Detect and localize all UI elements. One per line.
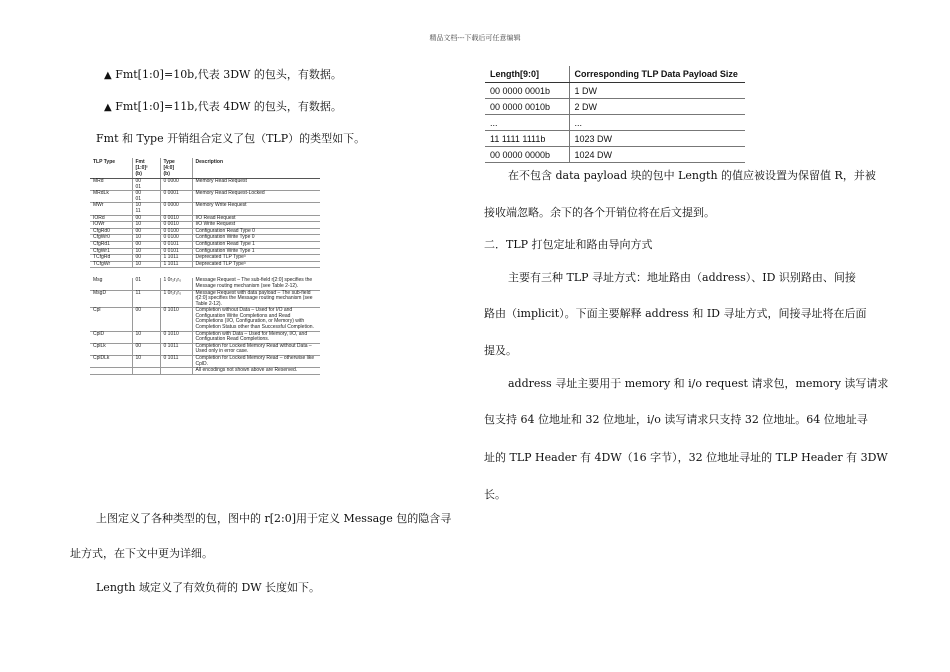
paragraph-3b: 包支持 64 位地址和 32 位地址，i/o 读写请求只支持 32 位地址。64 位地址寻 — [484, 413, 868, 426]
table-cell: 1023 DW — [569, 131, 745, 147]
table-cell — [160, 368, 192, 375]
table-cell: 0 1010 — [160, 308, 192, 331]
tlp-table-header-cell: Fmt [1:0]² (b) — [132, 158, 160, 179]
bullet-1 — [104, 67, 342, 84]
table-row — [90, 261, 320, 268]
tlp-table-header-cell: Description — [192, 158, 320, 179]
table-cell: 00 — [132, 343, 160, 355]
table-row — [485, 83, 745, 99]
table-cell: CfgWr1 — [90, 248, 132, 255]
table-cell: Completion with Data – Used for Memory, I/O, and Configuration Read Completions. — [192, 331, 320, 343]
paragraph-2c: 提及。 — [484, 344, 517, 357]
paragraph-2a: 主要有三种 TLP 寻址方式：地址路由（address）、ID 识别路由、间接 — [508, 271, 856, 284]
table-cell: Configuration Read Type 0 — [192, 228, 320, 235]
table-row — [90, 356, 320, 368]
table-cell: 10 — [132, 261, 160, 268]
table-cell: 1 DW — [569, 83, 745, 99]
paragraph-1a: 在不包含 data payload 块的包中 Length 的值应被设置为保留值 R，并被 — [508, 169, 876, 182]
length-table — [485, 66, 745, 163]
table-cell: 0 0010 — [160, 215, 192, 222]
triangle-bullet-icon: ▲ — [104, 70, 112, 81]
table-cell: 0 0101 — [160, 241, 192, 248]
table-cell: I/O Read Request — [192, 215, 320, 222]
table-cell: 1 0r₂r₁r₀ — [160, 278, 192, 290]
table-cell: 10 — [132, 248, 160, 255]
table-cell: Deprecated TLP Type³ — [192, 255, 320, 262]
table-cell: 0 0100 — [160, 228, 192, 235]
table-cell: TCfgWr — [90, 261, 132, 268]
table-row — [485, 131, 745, 147]
table-cell: 0 1011 — [160, 356, 192, 368]
table-cell: I/O Write Request — [192, 222, 320, 229]
table-cell: 00 — [132, 241, 160, 248]
table-cell: CplLk — [90, 343, 132, 355]
table-cell: 0 1011 — [160, 343, 192, 355]
table-row — [485, 115, 745, 131]
table-cell: CplDLk — [90, 356, 132, 368]
table-cell: 1 0r₂r₁r₀ — [160, 290, 192, 308]
table-cell: 01 — [132, 278, 160, 290]
table-cell: 10 — [132, 222, 160, 229]
table-row — [90, 278, 320, 290]
tlp-table-header-cell: Type [4:0] (b) — [160, 158, 192, 179]
section-heading: 二．TLP 打包定址和路由导向方式 — [484, 238, 653, 251]
table-cell: 1 1011 — [160, 261, 192, 268]
table-cell: 10 — [132, 356, 160, 368]
table-cell — [132, 368, 160, 375]
table-cell: 0 1010 — [160, 331, 192, 343]
table-cell: Configuration Read Type 1 — [192, 241, 320, 248]
table-cell: 00 — [132, 215, 160, 222]
table-cell: Deprecated TLP Type³ — [192, 261, 320, 268]
table-cell — [90, 368, 132, 375]
table-cell: MRdLk — [90, 191, 132, 203]
length-table-header-cell: Corresponding TLP Data Payload Size — [569, 66, 745, 83]
table-cell: CfgWr0 — [90, 235, 132, 242]
table-cell: 10 — [132, 235, 160, 242]
bullet-2 — [104, 99, 342, 116]
table-row — [90, 343, 320, 355]
tlp-type-intro: Fmt 和 Type 开销组合定义了包（TLP）的类型如下。 — [96, 132, 366, 145]
paragraph-3d: 长。 — [484, 488, 506, 501]
table-cell: 2 DW — [569, 99, 745, 115]
table-cell: MsgD — [90, 290, 132, 308]
table-cell: CplD — [90, 331, 132, 343]
table-cell: 00 01 — [132, 191, 160, 203]
table-cell: 0 0100 — [160, 235, 192, 242]
table-cell: 00 0000 0010b — [485, 99, 569, 115]
table-row — [90, 191, 320, 203]
paragraph-3a: address 寻址主要用于 memory 和 i/o request 请求包，memory 读写请求 — [508, 377, 889, 390]
table-cell: ... — [485, 115, 569, 131]
table-cell: 00 0000 0000b — [485, 147, 569, 163]
table-cell: 00 — [132, 308, 160, 331]
table-cell: 00 0000 0001b — [485, 83, 569, 99]
table-cell: 00 01 — [132, 179, 160, 191]
table-row — [90, 290, 320, 308]
tlp-type-table — [90, 158, 320, 375]
length-figure — [485, 66, 745, 163]
paragraph-after-table-1: 上图定义了各种类型的包，图中的 r[2:0]用于定义 Message 包的隐含寻 — [96, 512, 452, 525]
table-cell: CfgRd1 — [90, 241, 132, 248]
table-row — [90, 331, 320, 343]
paragraph-3c: 址的 TLP Header 有 4DW（16 字节），32 位地址寻址的 TLP Header 有 3DW — [484, 451, 888, 464]
table-cell: MRd — [90, 179, 132, 191]
page-header: 精品文档---下载后可任意编辑 — [429, 34, 521, 42]
length-intro: Length 域定义了有效负荷的 DW 长度如下。 — [96, 581, 321, 594]
table-cell: Msg — [90, 278, 132, 290]
length-table-header-row — [485, 66, 745, 83]
table-cell: 00 — [132, 255, 160, 262]
table-cell: Cpl — [90, 308, 132, 331]
paragraph-after-table-2: 址方式，在下文中更为详细。 — [70, 547, 213, 560]
paragraph-2b: 路由（implicit）。下面主要解释 address 和 ID 寻址方式，间接寻址将在后面 — [484, 307, 867, 320]
table-cell: 00 — [132, 228, 160, 235]
table-cell: Configuration Write Type 0 — [192, 235, 320, 242]
table-cell: Completion for Locked Memory Read – otherwise like CplD. — [192, 356, 320, 368]
table-cell: 11 1111 1111b — [485, 131, 569, 147]
table-cell: MWr — [90, 203, 132, 215]
table-cell: Memory Read Request — [192, 179, 320, 191]
table-row — [485, 99, 745, 115]
tlp-type-figure — [90, 158, 320, 375]
table-cell: Memory Write Request — [192, 203, 320, 215]
length-table-header-cell: Length[9:0] — [485, 66, 569, 83]
table-cell: Completion for Locked Memory Read without Data – Used only in error case. — [192, 343, 320, 355]
table-cell: All encodings not shown above are Reserved. — [192, 368, 320, 375]
tlp-table-header-row — [90, 158, 320, 179]
table-cell: TCfgRd — [90, 255, 132, 262]
table-cell: Message Request – The sub-field r[2:0] specifies the Message routing mechanism (see Table 2-12). — [192, 278, 320, 290]
table-cell: 1 1011 — [160, 255, 192, 262]
bullet-2-text: Fmt[1:0]=11b,代表 4DW 的包头，有数据。 — [115, 100, 342, 113]
table-cell: IOWr — [90, 222, 132, 229]
tlp-table-header-cell: TLP Type — [90, 158, 132, 179]
bullet-1-text: Fmt[1:0]=10b,代表 3DW 的包头，有数据。 — [115, 68, 342, 81]
table-row — [90, 308, 320, 331]
table-row — [90, 179, 320, 191]
table-cell: IORd — [90, 215, 132, 222]
table-cell: 10 11 — [132, 203, 160, 215]
table-row — [90, 203, 320, 215]
table-row — [90, 368, 320, 375]
table-cell: Message Request with data payload – The sub-field r[2:0] specifies the Message routing mechanism (see Table 2-12). — [192, 290, 320, 308]
table-cell: 0 0101 — [160, 248, 192, 255]
table-cell: 11 — [132, 290, 160, 308]
table-cell: CfgRd0 — [90, 228, 132, 235]
triangle-bullet-icon: ▲ — [104, 102, 112, 113]
table-cell: Configuration Write Type 1 — [192, 248, 320, 255]
table-cell: ... — [569, 115, 745, 131]
table-cell: 0 0000 — [160, 203, 192, 215]
table-cell: Completion without Data – Used for I/O and Configuration Write Completions and Read Completions (I/O, Configuration, or Memory) with Completion Status other than Successful Completion. — [192, 308, 320, 331]
paragraph-1b: 接收端忽略。余下的各个开销位将在后文提到。 — [484, 206, 715, 219]
table-row — [485, 147, 745, 163]
table-cell: 10 — [132, 331, 160, 343]
table-cell: 0 0000 — [160, 179, 192, 191]
table-cell: 1024 DW — [569, 147, 745, 163]
table-cell: Memory Read Request-Locked — [192, 191, 320, 203]
table-cell: 0 0010 — [160, 222, 192, 229]
table-cell: 0 0001 — [160, 191, 192, 203]
